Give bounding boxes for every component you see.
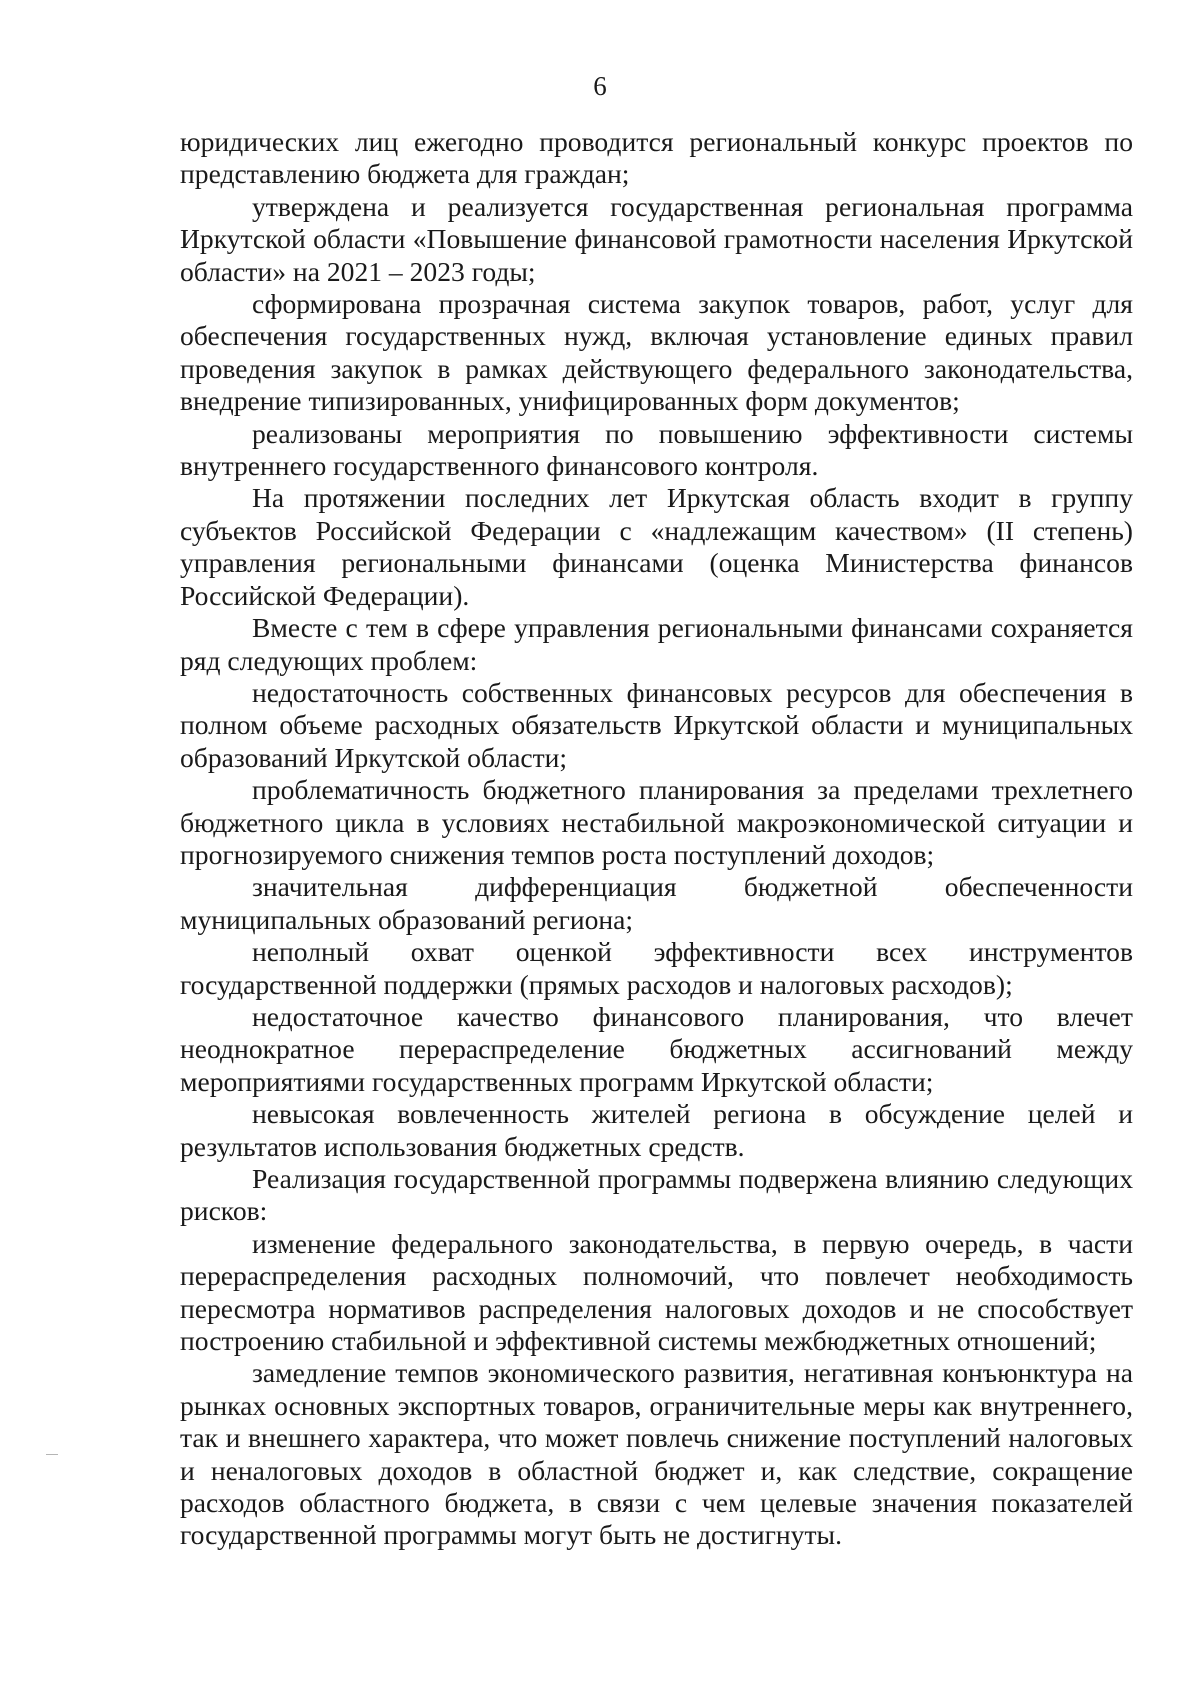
paragraph-problem-planning: проблематичность бюджетного планирования за пределами трехлетнего бюджетного цикла в условиях нестабильной макроэкономической ситуации и прогнозируемого снижения темпов роста поступлений доходов; xyxy=(180,774,1133,870)
paragraph-problem-differentiation: значительная дифференциация бюджетной обеспеченности муниципальных образований региона; xyxy=(180,871,1133,935)
paragraph-financial-control: реализованы мероприятия по повышению эффективности системы внутреннего государственного финансового контроля. xyxy=(180,417,1133,482)
paragraph-problems-intro: Вместе с тем в сфере управления региональными финансами сохраняется ряд следующих проблем: xyxy=(180,612,1133,676)
page-number: 6 xyxy=(593,71,607,101)
paragraph-contest: юридических лиц ежегодно проводится региональный конкурс проектов по представлению бюджета для граждан; xyxy=(180,126,1133,190)
paragraph-problem-quality: недостаточное качество финансового планирования, что влечет неоднократное перераспределение бюджетных ассигнований между мероприятиями государственных программ Иркутской области; xyxy=(180,1000,1133,1097)
document-body xyxy=(180,126,1133,1552)
paragraph-procurement-system: сформирована прозрачная система закупок товаров, работ, услуг для обеспечения государственных нужд, включая установление единых правил проведения закупок в рамках действующего федерального законодательства, внедрение типизированных, унифицированных форм документов; xyxy=(180,288,1133,417)
paragraph-risk-economy: замедление темпов экономического развития, негативная конъюнктура на рынках основных экспортных товаров, ограничительные меры как внутреннего, так и внешнего характера, что может повлечь снижение поступлений налоговых и неналоговых доходов в областной бюджет и, как следствие, сокращение расходов областного бюджета, в связи с чем целевые значения показателей государственной программы могут быть не достигнуты. xyxy=(180,1357,1133,1551)
paragraph-literacy-program: утверждена и реализуется государственная региональная программа Иркутской области «Повышение финансовой грамотности населения Иркутской области» на 2021 – 2023 годы; xyxy=(180,190,1133,287)
paragraph-problem-engagement: невысокая вовлеченность жителей региона в обсуждение целей и результатов использования бюджетных средств. xyxy=(180,1098,1133,1162)
paragraph-risks-intro: Реализация государственной программы подвержена влиянию следующих рисков: xyxy=(180,1163,1133,1227)
paragraph-quality-rating: На протяжении последних лет Иркутская область входит в группу субъектов Российской Федерации с «надлежащим качеством» (II степень) управления региональными финансами (оценка Министерства финансов Российской Федерации). xyxy=(180,482,1133,611)
scan-margin-mark xyxy=(46,1454,58,1455)
paragraph-problem-coverage: неполный охват оценкой эффективности всех инструментов государственной поддержки (прямых расходов и налоговых расходов); xyxy=(180,936,1133,1000)
paragraph-problem-resources: недостаточность собственных финансовых ресурсов для обеспечения в полном объеме расходных обязательств Иркутской области и муниципальных образований Иркутской области; xyxy=(180,676,1133,773)
paragraph-risk-legislation: изменение федерального законодательства, в первую очередь, в части перераспределения расходных полномочий, что повлечет необходимость пересмотра нормативов распределения налоговых доходов и не способствует построению стабильной и эффективной системы межбюджетных отношений; xyxy=(180,1227,1133,1357)
